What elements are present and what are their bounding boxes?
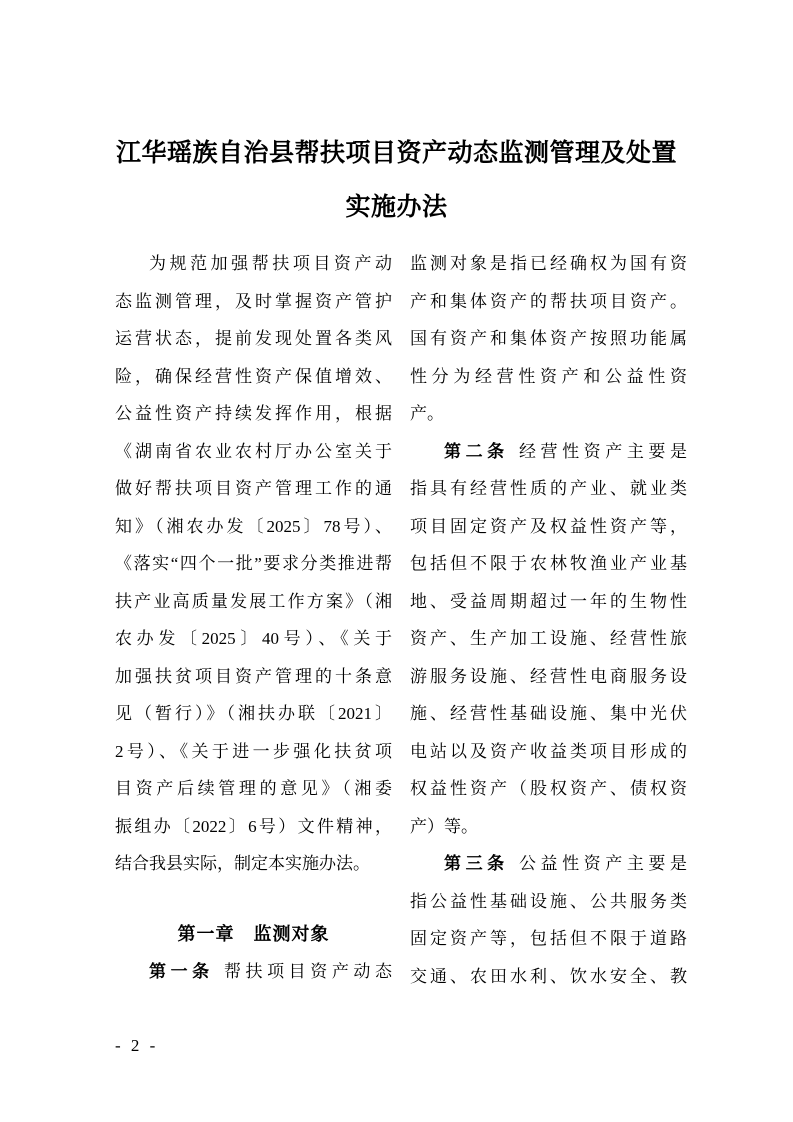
- line-text: 包括但不限于农林牧渔业产业基: [410, 554, 687, 573]
- body-line: [115, 953, 392, 991]
- body-line: [410, 808, 687, 846]
- body-line: [410, 958, 687, 996]
- right-column: [410, 245, 687, 995]
- body-line: [115, 620, 392, 658]
- line-text: 固定资产等，包括但不限于道路: [410, 929, 687, 948]
- line-text: 知》（湘农办发〔2025〕78号）、: [115, 516, 392, 536]
- body-line: [410, 320, 687, 358]
- line-text: 做好帮扶项目资产管理工作的通: [115, 479, 392, 498]
- body-line: [410, 770, 687, 808]
- line-text: 项目固定资产及权益性资产等，: [410, 516, 687, 536]
- body-line: [410, 433, 687, 471]
- line-text: 振组办〔2022〕6号）文件精神，: [115, 816, 392, 836]
- body-line: [115, 695, 392, 733]
- document-title: [0, 127, 793, 235]
- left-column: [115, 245, 392, 995]
- body-line: [115, 508, 392, 546]
- document-body: [115, 245, 687, 995]
- line-text: 地、受益周期超过一年的生物性: [410, 591, 687, 611]
- chapter-heading: 第一章 监测对象: [177, 923, 330, 944]
- line-text: 《湖南省农业农村厅办公室关于: [115, 441, 392, 461]
- body-line: [410, 733, 687, 771]
- body-line: [410, 470, 687, 508]
- line-text: 性分为经营性资产和公益性资: [410, 366, 687, 386]
- line-text: 见（暂行）》（湘扶办联〔2021〕: [115, 704, 392, 723]
- body-line: [410, 358, 687, 396]
- body-line: [410, 920, 687, 958]
- body-line: [115, 770, 392, 808]
- body-line: [115, 583, 392, 621]
- body-line: [115, 320, 392, 358]
- line-text: 态监测管理，及时掌握资产管护: [115, 291, 392, 311]
- line-text: 交通、农田水利、饮水安全、教: [410, 966, 687, 986]
- body-line: [410, 283, 687, 321]
- line-text: 运营状态，提前发现处置各类风: [115, 329, 392, 348]
- line-text: 电站以及资产收益类项目形成的: [410, 741, 687, 761]
- body-line: [410, 245, 687, 283]
- line-text: 扶产业高质量发展工作方案》（湘: [115, 591, 392, 611]
- body-line: [115, 358, 392, 396]
- body-line: [410, 545, 687, 583]
- line-text: 帮扶项目资产动态: [223, 962, 393, 981]
- line-text: 为规范加强帮扶项目资产动: [149, 254, 392, 273]
- body-line: [410, 395, 687, 433]
- line-text: 结合我县实际，制定本实施办法。: [115, 854, 370, 873]
- line-text: 游服务设施、经营性电商服务设: [410, 666, 687, 686]
- body-line: [115, 658, 392, 696]
- body-line: [115, 733, 392, 771]
- line-text: 权益性资产（股权资产、债权资: [410, 779, 687, 798]
- line-text: 指公益性基础设施、公共服务类: [410, 891, 687, 911]
- body-line: [115, 470, 392, 508]
- body-line: [115, 808, 392, 846]
- body-line: [115, 845, 392, 883]
- line-text: 产和集体资产的帮扶项目资产。: [410, 291, 687, 311]
- article-number: 第一条: [149, 962, 214, 981]
- document-title-line2: 实施办法: [345, 194, 448, 221]
- body-line: [115, 545, 392, 583]
- body-line: [410, 620, 687, 658]
- body-line: [115, 395, 392, 433]
- line-text: 产。: [410, 404, 444, 423]
- line-text: 农办发〔2025〕40号）、《关于: [115, 629, 392, 648]
- body-line: [410, 845, 687, 883]
- line-text: 国有资产和集体资产按照功能属: [410, 329, 687, 348]
- body-line: [410, 883, 687, 921]
- body-line: [115, 433, 392, 471]
- line-text: 目资产后续管理的意见》（湘委: [115, 779, 392, 798]
- line-text: 公益性资产主要是: [518, 854, 688, 873]
- body-line: [115, 245, 392, 283]
- line-text: 2号）、《关于进一步强化扶贫项: [115, 741, 392, 761]
- line-text: 公益性资产持续发挥作用，根据: [115, 404, 392, 423]
- line-text: 加强扶贫项目资产管理的十条意: [115, 666, 392, 686]
- body-line: [410, 695, 687, 733]
- article-number: 第二条: [444, 441, 509, 461]
- line-text: 产）等。: [410, 816, 478, 836]
- page-number: - 2 -: [115, 1036, 159, 1055]
- line-text: 指具有经营性质的产业、就业类: [410, 479, 687, 498]
- body-line: [115, 283, 392, 321]
- document-title-line1: 江华瑶族自治县帮扶项目资产动态监测管理及处置: [115, 140, 677, 167]
- body-line: [410, 508, 687, 546]
- line-text: 资产、生产加工设施、经营性旅: [410, 629, 687, 648]
- body-line: [410, 583, 687, 621]
- line-text: 施、经营性基础设施、集中光伏: [410, 704, 687, 723]
- line-text: 险，确保经营性资产保值增效、: [115, 366, 392, 386]
- line-text: 经营性资产主要是: [518, 441, 688, 461]
- article-number: 第三条: [444, 854, 509, 873]
- line-text: 《落实“四个一批”要求分类推进帮: [115, 554, 392, 573]
- line-text: 监测对象是指已经确权为国有资: [410, 254, 687, 273]
- body-line: [410, 658, 687, 696]
